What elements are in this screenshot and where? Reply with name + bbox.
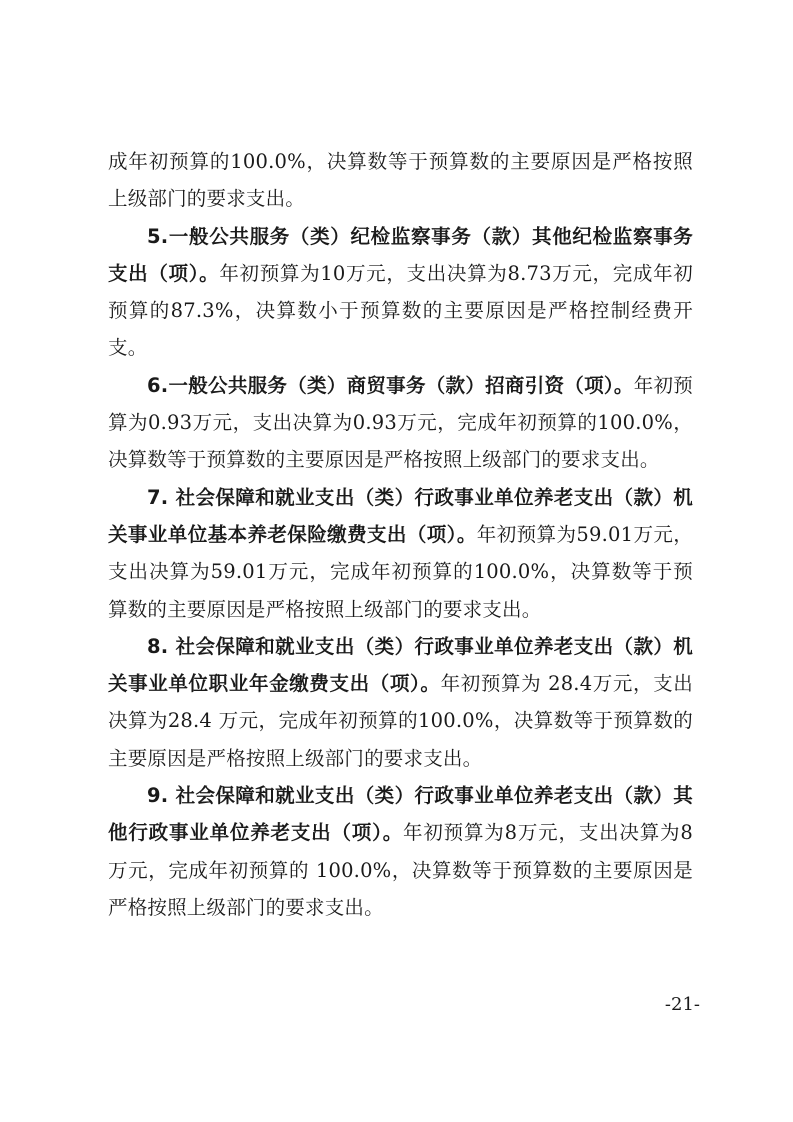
paragraph-lead: 8. 社会保障和就业支出（类）行政事业单位养老支出（款）机关事业单位职业年金缴费支出（项）。 [108,634,693,696]
paragraph-lead: 7. 社会保障和就业支出（类）行政事业单位养老支出（款）机关事业单位基本养老保险缴费支出（项）。 [108,485,693,546]
page-number: -21- [664,994,700,1015]
paragraph-lead: 5.一般公共服务（类）纪检监察事务（款）其他纪检监察事务支出（项）。 [108,224,693,285]
paragraph-text: 年初预算为 28.4万元，支出决算为28.4 万元，完成年初预算的100.0%，决算数等于预算数的主要原因是严格按照上级部门的要求支出。 [108,672,693,770]
paragraph-text: 年初预算为8万元，支出决算为8万元，完成年初预算的 100.0%，决算数等于预算数的主要原因是严格按照上级部门的要求支出。 [108,821,693,919]
paragraph-item-6 [108,367,693,479]
paragraph-item-8 [108,628,693,777]
document-body [108,143,693,926]
paragraph-continuation [108,143,693,218]
paragraph-text: 年初预算为10万元，支出决算为8.73万元，完成年初预算的87.3%，决算数小于预算数的主要原因是严格控制经费开支。 [108,261,694,360]
paragraph-lead: 9. 社会保障和就业支出（类）行政事业单位养老支出（款）其他行政事业单位养老支出（项）。 [108,784,693,845]
paragraph-text: 成年初预算的100.0%，决算数等于预算数的主要原因是严格按照上级部门的要求支出。 [108,150,693,211]
paragraph-item-5 [108,218,693,367]
paragraph-text: 年初预算为59.01万元，支出决算为59.01万元，完成年初预算的100.0%，决算数等于预算数的主要原因是严格按照上级部门的要求支出。 [108,522,693,621]
paragraph-item-9 [108,777,693,926]
paragraph-item-7 [108,479,693,628]
paragraph-text: 年初预算为0.93万元，支出决算为0.93万元，完成年初预算的100.0%，决算数等于预算数的主要原因是严格按照上级部门的要求支出。 [108,373,693,472]
paragraph-lead: 6.一般公共服务（类）商贸事务（款）招商引资（项）。 [147,373,634,397]
